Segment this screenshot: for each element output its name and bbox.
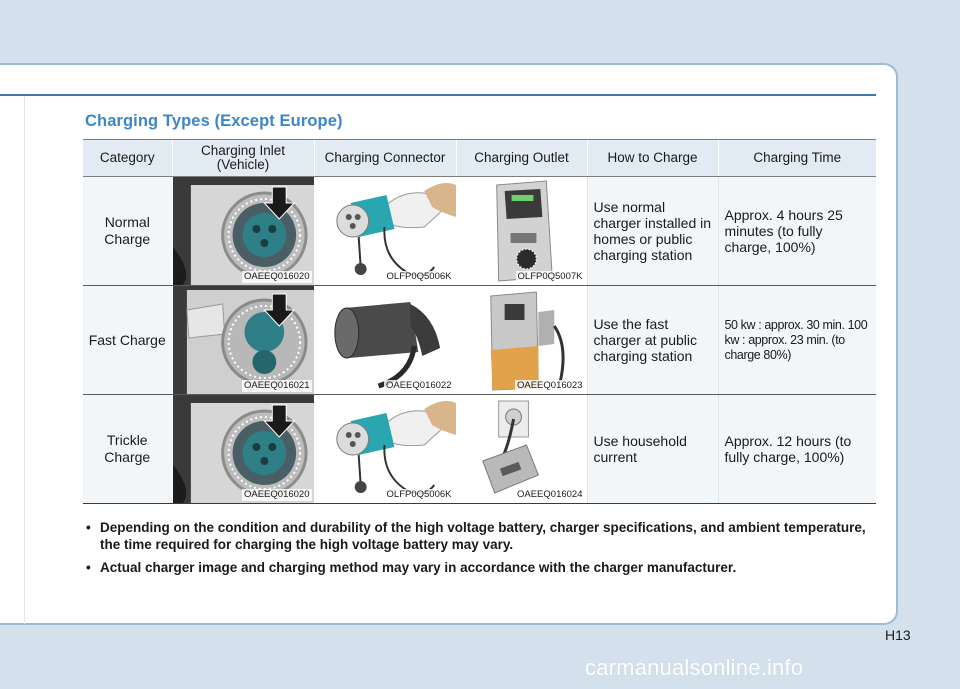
charging-connector-image [314, 177, 456, 286]
inlet-photo-icon [173, 395, 314, 503]
category-cell: Trickle Charge [83, 395, 172, 504]
fast-charging-station-icon [457, 286, 587, 394]
household-outlet-icon [457, 395, 587, 503]
inlet-photo-icon [173, 286, 314, 394]
charging-station-icon [457, 177, 587, 285]
category-cell: Normal Charge [83, 177, 172, 286]
header-charging-connector: Charging Connector [314, 140, 456, 177]
table-header-row [83, 140, 876, 177]
connector-photo-icon [315, 395, 456, 503]
image-code: OAEEQ016022 [386, 380, 452, 391]
charging-types-table [83, 139, 876, 504]
charging-outlet-image [456, 177, 587, 286]
table-row-normal-charge [83, 177, 876, 286]
charging-inlet-image [172, 395, 314, 504]
watermark-text: carmanualsonline.info [585, 655, 804, 680]
note-item: • Actual charger image and charging method may vary in accordance with the charger manufacturer. [86, 559, 878, 576]
header-how-to-charge: How to Charge [587, 140, 718, 177]
charging-time-cell: 50 kw : approx. 30 min. 100 kw : approx. 23 min. (to charge 80%) [718, 286, 876, 395]
category-cell: Fast Charge [83, 286, 172, 395]
header-charging-time: Charging Time [718, 140, 876, 177]
inlet-photo-icon [173, 177, 314, 285]
how-to-charge-cell: Use the fast charger at public charging station [587, 286, 718, 395]
page-number: H13 [885, 627, 911, 643]
image-code: OAEEQ016020 [244, 271, 310, 282]
image-code: OAEEQ016024 [517, 489, 583, 500]
charging-connector-image [314, 395, 456, 504]
connector-photo-icon [315, 177, 456, 285]
charging-time-cell: Approx. 12 hours (to fully charge, 100%) [718, 395, 876, 504]
left-margin-line [24, 96, 25, 624]
section-title: Charging Types (Except Europe) [85, 112, 343, 130]
how-to-charge-cell: Use normal charger installed in homes or public charging station [587, 177, 718, 286]
image-code: OLFP0Q5007K [517, 271, 583, 282]
image-code: OAEEQ016021 [244, 380, 310, 391]
header-charging-outlet: Charging Outlet [456, 140, 587, 177]
table-row-fast-charge [83, 286, 876, 395]
notes-list [86, 519, 878, 582]
header-charging-inlet: Charging Inlet (Vehicle) [172, 140, 314, 177]
charging-time-cell: Approx. 4 hours 25 minutes (to fully charge, 100%) [718, 177, 876, 286]
charging-inlet-image [172, 286, 314, 395]
how-to-charge-cell: Use household current [587, 395, 718, 504]
header-category: Category [83, 140, 172, 177]
image-code: OLFP0Q5006K [386, 489, 452, 500]
image-code: OAEEQ016023 [517, 380, 583, 391]
note-item: • Depending on the condition and durability of the high voltage battery, charger specifications, and ambient temperature, the time required for charging the high voltage battery may vary. [86, 519, 878, 553]
charging-connector-image [314, 286, 456, 395]
fast-connector-icon [315, 286, 456, 394]
image-code: OLFP0Q5006K [386, 271, 452, 282]
top-rule [0, 94, 876, 96]
charging-outlet-image [456, 395, 587, 504]
charging-outlet-image [456, 286, 587, 395]
table-row-trickle-charge [83, 395, 876, 504]
image-code: OAEEQ016020 [244, 489, 310, 500]
charging-inlet-image [172, 177, 314, 286]
